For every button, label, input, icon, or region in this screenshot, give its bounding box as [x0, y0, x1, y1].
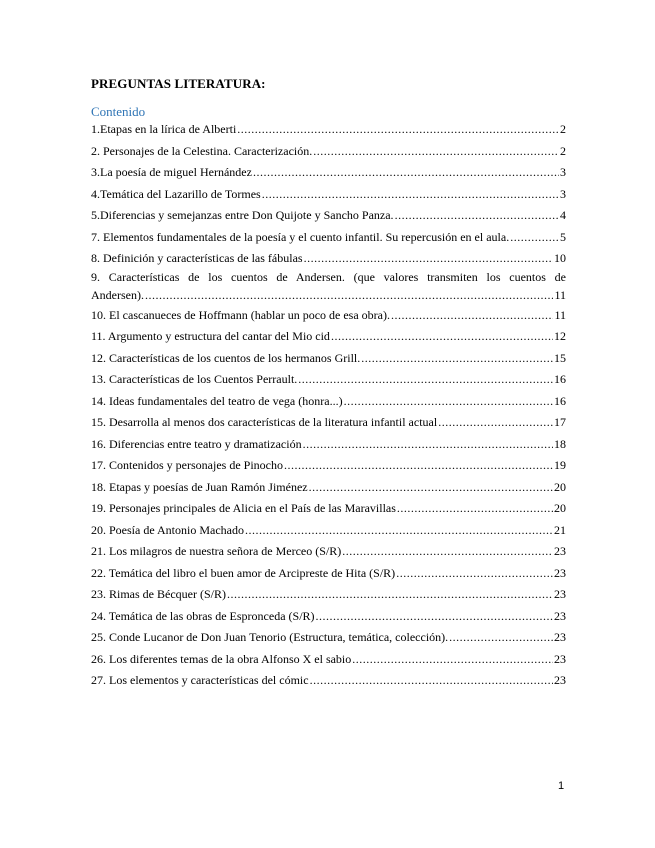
toc-entry-24[interactable]	[91, 608, 566, 624]
toc-entry-11[interactable]	[91, 328, 566, 344]
toc-entry-page: 23	[554, 630, 566, 644]
toc-entry-title: 8. Definición y características de las fábulas	[91, 251, 303, 265]
page-title: PREGUNTAS LITERATURA:	[91, 76, 266, 91]
toc-entry-title: 21. Los milagros de nuestra señora de Merceo (S/R)	[91, 544, 342, 558]
toc-entry-21[interactable]	[91, 543, 566, 559]
toc-entry-page: 21	[554, 523, 566, 537]
toc-entry-page: 11	[554, 308, 566, 322]
toc-heading: Contenido	[91, 104, 146, 119]
toc-entry-title: 20. Poesía de Antonio Machado	[91, 523, 244, 537]
toc-entry-16[interactable]	[91, 436, 566, 452]
toc-leader-dots	[397, 500, 553, 516]
page-number: 1	[558, 780, 565, 792]
toc-leader-dots	[284, 457, 553, 473]
toc-entry-25[interactable]	[91, 629, 566, 645]
toc-entry-17[interactable]	[91, 457, 566, 473]
toc-leader-dots	[310, 672, 553, 688]
toc-leader-dots	[391, 307, 553, 323]
toc-entry-title: 16. Diferencias entre teatro y dramatización	[91, 437, 302, 451]
toc-leader-dots	[510, 229, 559, 245]
toc-entry-title: 1.Etapas en la lírica de Alberti	[91, 122, 237, 136]
toc-entry-26[interactable]	[91, 651, 566, 667]
toc-entry-page: 17	[554, 415, 566, 429]
toc-entry-title: 10. El cascanueces de Hoffmann (hablar un poco de esa obra).	[91, 308, 390, 322]
toc-entry-19[interactable]	[91, 500, 566, 516]
toc-entry-2[interactable]	[91, 143, 566, 159]
toc-entry-15[interactable]	[91, 414, 566, 430]
toc-leader-dots	[316, 608, 553, 624]
toc-leader-dots	[352, 651, 553, 667]
toc-entry-page: 20	[554, 501, 566, 515]
toc-leader-dots	[298, 371, 553, 387]
toc-entry-page: 19	[554, 458, 566, 472]
toc-leader-dots	[304, 250, 553, 266]
toc-entry-page: 23	[554, 652, 566, 666]
toc-entry-14[interactable]	[91, 393, 566, 409]
toc-entry-page: 2	[560, 144, 566, 158]
toc-leader-dots	[309, 479, 553, 495]
toc-entry-title: 23. Rimas de Bécquer (S/R)	[91, 587, 226, 601]
toc-entry-1[interactable]	[91, 121, 566, 137]
toc-entry-title: 25. Conde Lucanor de Don Juan Tenorio (Estructura, temática, colección).	[91, 630, 449, 644]
toc-entry-23[interactable]	[91, 586, 566, 602]
toc-entry-title: 13. Características de los Cuentos Perrault.	[91, 372, 298, 386]
toc-entry-12[interactable]	[91, 350, 566, 366]
toc-entry-page: 16	[554, 372, 566, 386]
toc-entry-27[interactable]	[91, 672, 566, 688]
toc-entry-title: 17. Contenidos y personajes de Pinocho	[91, 458, 283, 472]
toc-entry-title: Andersen).	[91, 288, 144, 302]
toc-entry-title: 3.La poesía de miguel Hernández	[91, 165, 252, 179]
toc-leader-dots	[342, 543, 553, 559]
toc-entry-page: 16	[554, 394, 566, 408]
toc-leader-dots	[262, 186, 559, 202]
toc-leader-dots	[331, 328, 553, 344]
toc-entry-page: 3	[560, 165, 566, 179]
toc-entry-8[interactable]	[91, 250, 566, 266]
toc-leader-dots	[449, 629, 553, 645]
toc-entry-title: 18. Etapas y poesías de Juan Ramón Jiménez	[91, 480, 308, 494]
toc-entry-10[interactable]	[91, 307, 566, 323]
toc-leader-dots	[438, 414, 553, 430]
toc-leader-dots	[245, 522, 553, 538]
toc-entry-title: 24. Temática de las obras de Espronceda (S/R)	[91, 609, 315, 623]
toc-entry-page: 23	[554, 544, 566, 558]
toc-entry-title: 12. Características de los cuentos de los hermanos Grill.	[91, 351, 361, 365]
toc-entry-9[interactable]	[91, 269, 566, 303]
toc-entry-13[interactable]	[91, 371, 566, 387]
toc-entry-page: 4	[560, 208, 566, 222]
toc-entry-page: 20	[554, 480, 566, 494]
toc-entry-title: 4.Temática del Lazarillo de Tormes	[91, 187, 261, 201]
toc-entry-22[interactable]	[91, 565, 566, 581]
toc-entry-title: 14. Ideas fundamentales del teatro de vega (honra...)	[91, 394, 343, 408]
toc-entry-4[interactable]	[91, 186, 566, 202]
toc-leader-dots	[303, 436, 553, 452]
toc-leader-dots	[396, 565, 553, 581]
toc-entry-18[interactable]	[91, 479, 566, 495]
toc-entry-title-line1: 9. Características de los cuentos de Andersen. (que valores transmiten los cuentos de	[91, 270, 566, 284]
toc-leader-dots	[395, 207, 559, 223]
toc-entry-title: 22. Temática del libro el buen amor de Arcipreste de Hita (S/R)	[91, 566, 396, 580]
toc-entry-page: 12	[554, 329, 566, 343]
toc-entry-page: 23	[554, 673, 566, 687]
toc-entry-7[interactable]	[91, 229, 566, 245]
toc-entry-title: 26. Los diferentes temas de la obra Alfonso X el sabio	[91, 652, 352, 666]
toc-entry-page: 18	[554, 437, 566, 451]
toc-entry-page: 2	[560, 122, 566, 136]
toc-leader-dots	[237, 121, 559, 137]
toc-entry-title: 5.Diferencias y semejanzas entre Don Quijote y Sancho Panza.	[91, 208, 394, 222]
toc-leader-dots	[145, 287, 553, 303]
toc-entry-page: 3	[560, 187, 566, 201]
toc-leader-dots	[227, 586, 553, 602]
toc-leader-dots	[344, 393, 553, 409]
toc-entry-3[interactable]	[91, 164, 566, 180]
toc-entry-title: 19. Personajes principales de Alicia en el País de las Maravillas	[91, 501, 396, 515]
toc-entry-page: 23	[554, 587, 566, 601]
toc-entry-title: 11. Argumento y estructura del cantar del Mio cid	[91, 329, 330, 343]
toc-entry-20[interactable]	[91, 522, 566, 538]
toc-entry-page: 5	[560, 230, 566, 244]
toc-leader-dots	[253, 164, 559, 180]
toc-entry-title: 2. Personajes de la Celestina. Caracterización.	[91, 144, 313, 158]
toc-entry-title: 27. Los elementos y características del cómic	[91, 673, 309, 687]
toc-entry-5[interactable]	[91, 207, 566, 223]
toc-entry-page: 11	[554, 288, 566, 302]
toc-entry-title: 7. Elementos fundamentales de la poesía y el cuento infantil. Su repercusión en el aula.	[91, 230, 510, 244]
toc-entry-page: 15	[554, 351, 566, 365]
toc-entry-title: 15. Desarrolla al menos dos características de la literatura infantil actual	[91, 415, 438, 429]
toc-leader-dots	[313, 143, 559, 159]
toc-entry-page: 10	[554, 251, 566, 265]
toc-entry-page: 23	[554, 566, 566, 580]
toc-entry-page: 23	[554, 609, 566, 623]
toc-leader-dots	[361, 350, 553, 366]
